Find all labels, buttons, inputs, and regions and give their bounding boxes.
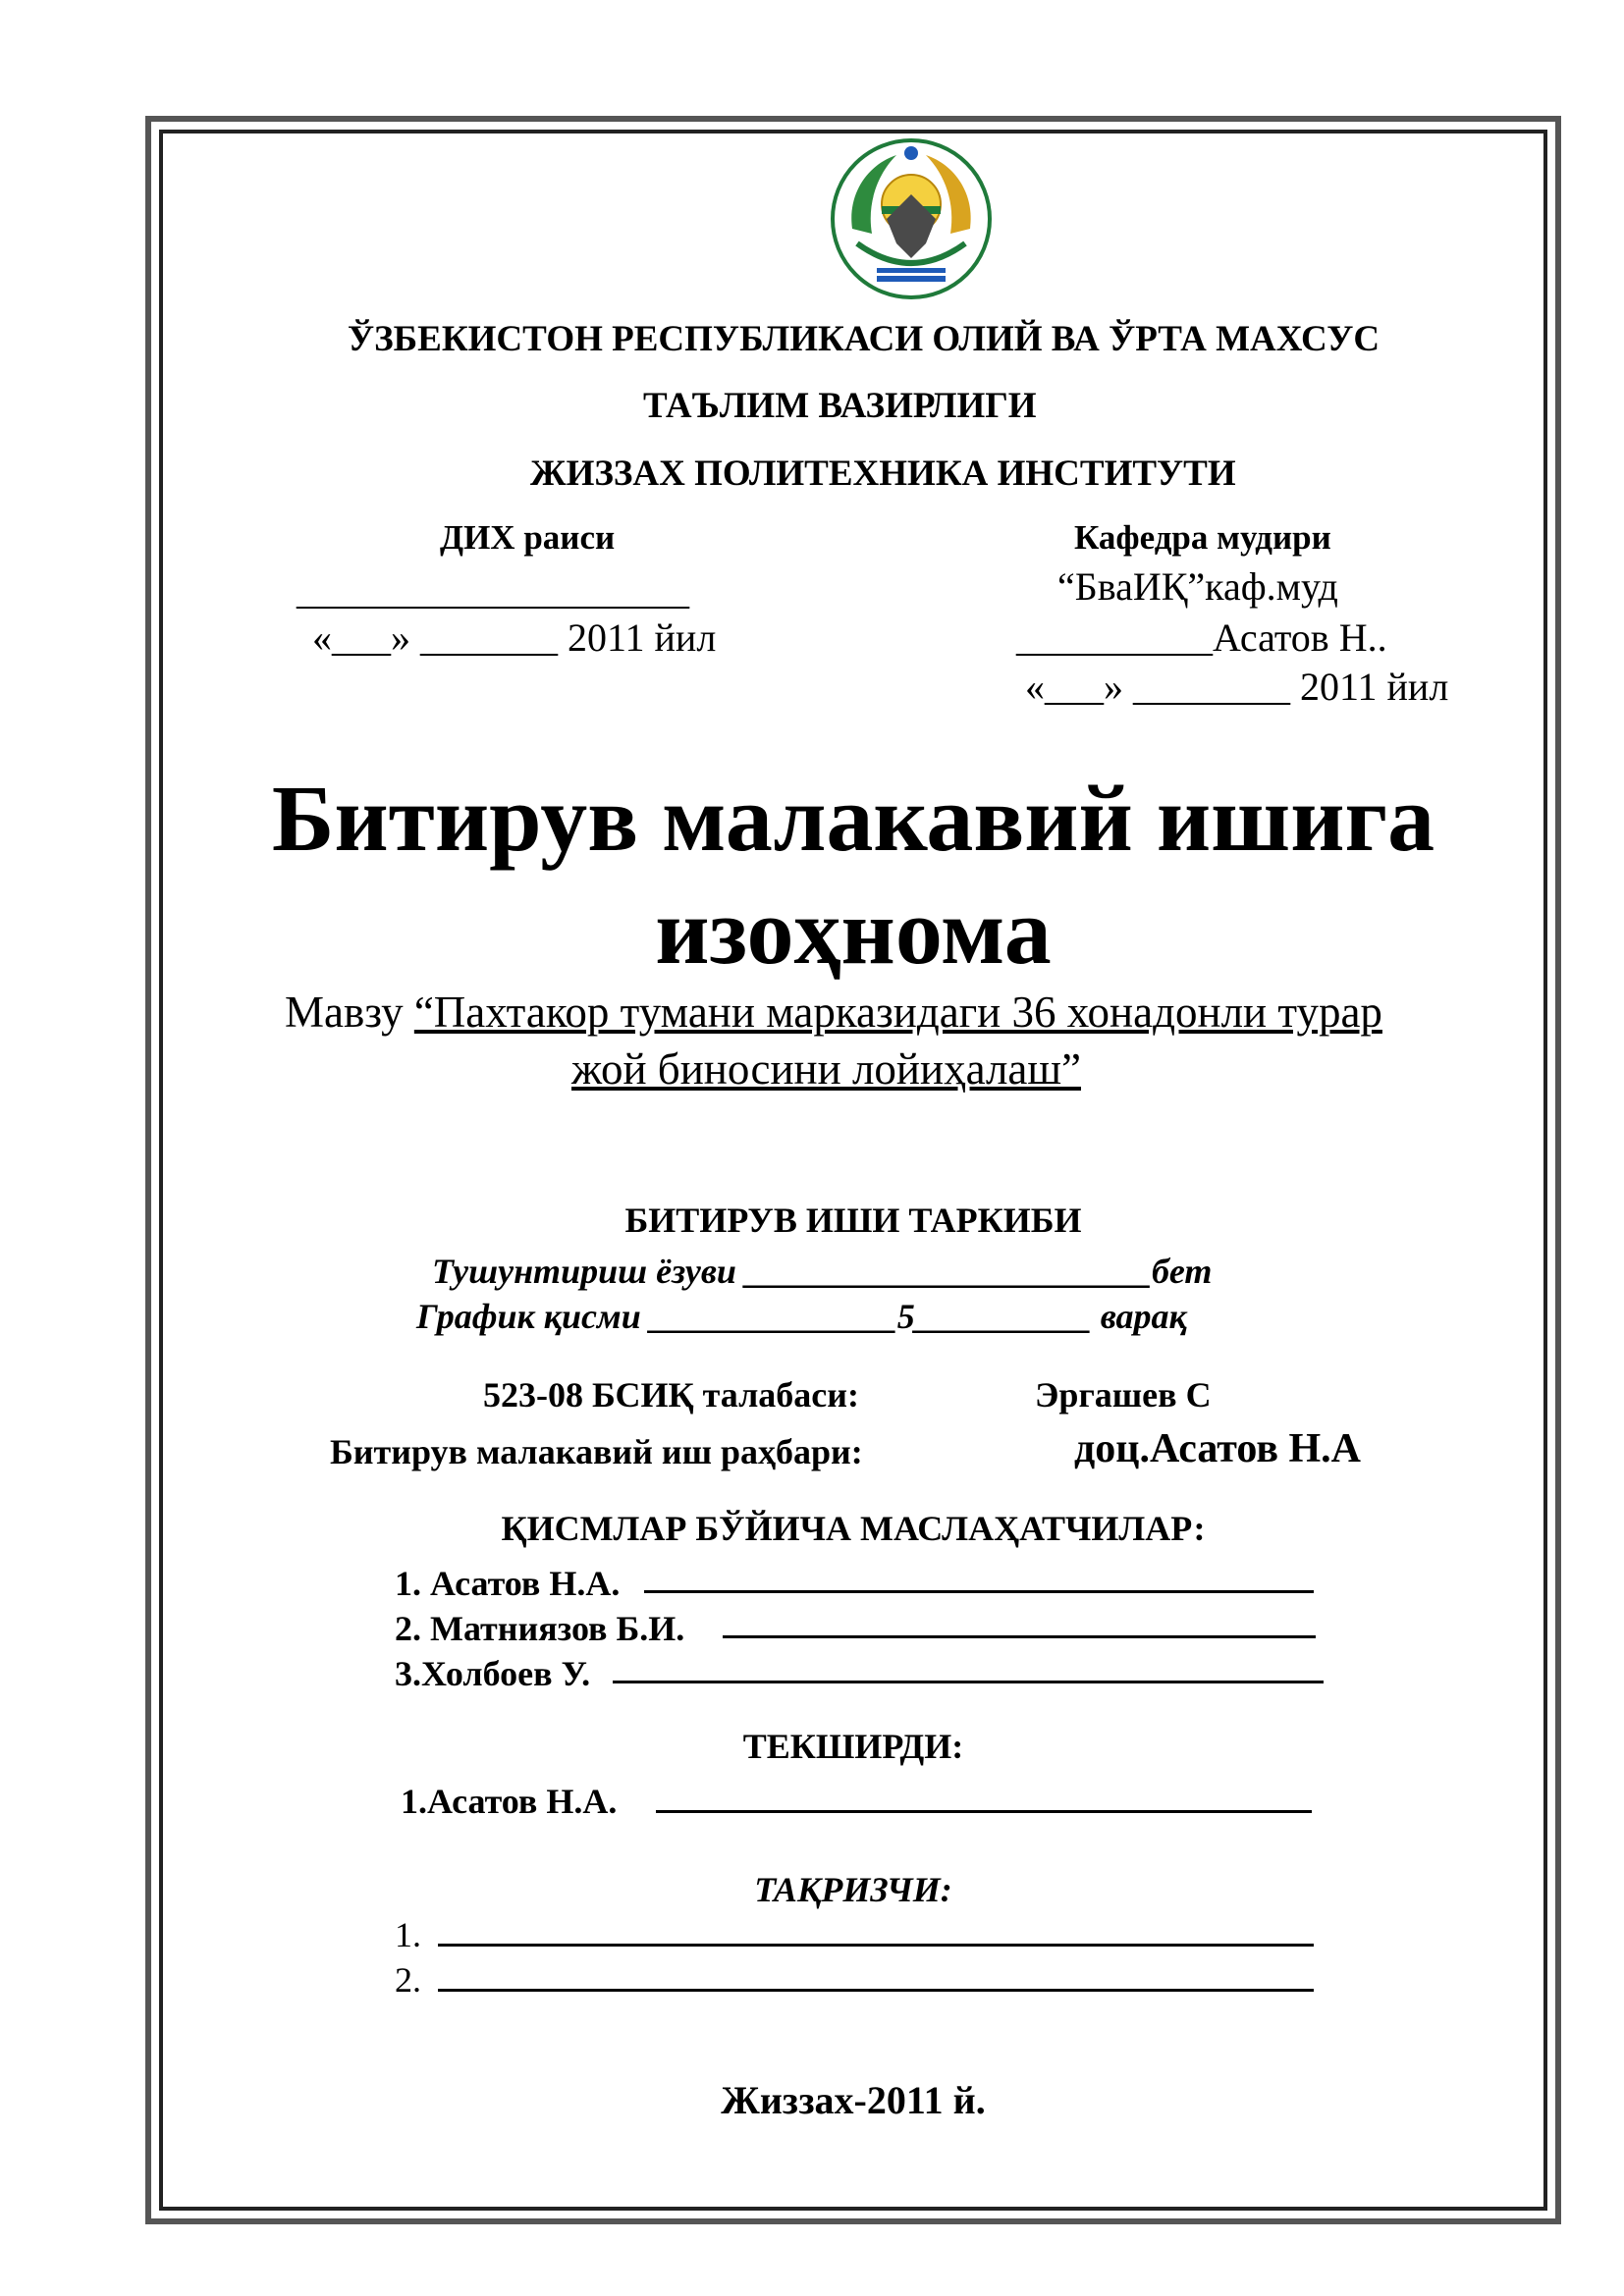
checked-heading: ТЕКШИРДИ: bbox=[742, 1727, 964, 1766]
approval-left-date: «___» _______ 2011 йил bbox=[312, 615, 717, 660]
reviewer-1: 1. bbox=[395, 1915, 421, 1954]
student-name: Эргашев С bbox=[1035, 1375, 1212, 1415]
reviewers-heading: ТАҚРИЗЧИ: bbox=[754, 1870, 952, 1909]
supervisor-label: Битирув малакавий иш раҳбари: bbox=[330, 1432, 863, 1471]
approval-right-title: Кафедра мудири bbox=[1074, 518, 1331, 557]
reviewer-1-signature-line bbox=[438, 1944, 1314, 1947]
reviewer-2-signature-line bbox=[438, 1989, 1314, 1992]
approval-left-signature: ____________________ bbox=[297, 568, 689, 613]
consultant-1: 1. Асатов Н.А. bbox=[395, 1564, 621, 1603]
place-year: Жиззах-2011 й. bbox=[721, 2078, 986, 2122]
document-title-line-2: изоҳнома bbox=[655, 879, 1052, 984]
supervisor-name: доц.Асатов Н.А bbox=[1074, 1426, 1362, 1471]
topic-label: Мавзу bbox=[285, 988, 414, 1037]
ministry-line-1: ЎЗБЕКИСТОН РЕСПУБЛИКАСИ ОЛИЙ ВА ЎРТА МАХСУС bbox=[348, 319, 1380, 359]
state-emblem-icon bbox=[828, 135, 995, 302]
approval-right-date: «___» ________ 2011 йил bbox=[1025, 665, 1449, 709]
approval-right-department: “БваИҚ”каф.муд bbox=[1057, 564, 1338, 609]
consultant-3: 3.Холбоев У. bbox=[395, 1654, 591, 1693]
consultant-2: 2. Матниязов Б.И. bbox=[395, 1609, 685, 1648]
topic-line-1 bbox=[285, 987, 1382, 1038]
approval-left-title: ДИХ раиси bbox=[440, 518, 616, 557]
ministry-line-2: ТАЪЛИМ ВАЗИРЛИГИ bbox=[643, 386, 1037, 426]
checked-item: 1.Асатов Н.А. bbox=[401, 1782, 618, 1821]
checked-signature-line bbox=[656, 1810, 1312, 1813]
institute-name: ЖИЗЗАХ ПОЛИТЕХНИКА ИНСТИТУТИ bbox=[530, 454, 1236, 494]
composition-graphic-part: График қисми ______________5__________ варақ bbox=[416, 1297, 1187, 1336]
consultants-heading: ҚИСМЛАР БЎЙИЧА МАСЛАҲАТЧИЛАР: bbox=[501, 1509, 1206, 1548]
composition-heading: БИТИРУВ ИШИ ТАРКИБИ bbox=[624, 1201, 1082, 1240]
topic-text-1: “Пахтакор тумани марказидаги 36 хонадонли турар bbox=[413, 988, 1382, 1037]
composition-text-part: Тушунтириш ёзуви _______________________бет bbox=[432, 1252, 1213, 1291]
consultant-3-signature-line bbox=[613, 1681, 1324, 1683]
topic-text-2: жой биносини лойиҳалаш” bbox=[571, 1044, 1081, 1094]
student-label: 523-08 БСИҚ талабаси: bbox=[483, 1375, 859, 1415]
approval-right-signature: __________Асатов Н.. bbox=[1016, 615, 1387, 660]
document-title-line-1: Битирув малакавий ишига bbox=[271, 766, 1435, 871]
consultant-2-signature-line bbox=[723, 1635, 1316, 1638]
reviewer-2: 2. bbox=[395, 1960, 421, 2000]
consultant-1-signature-line bbox=[644, 1590, 1314, 1593]
